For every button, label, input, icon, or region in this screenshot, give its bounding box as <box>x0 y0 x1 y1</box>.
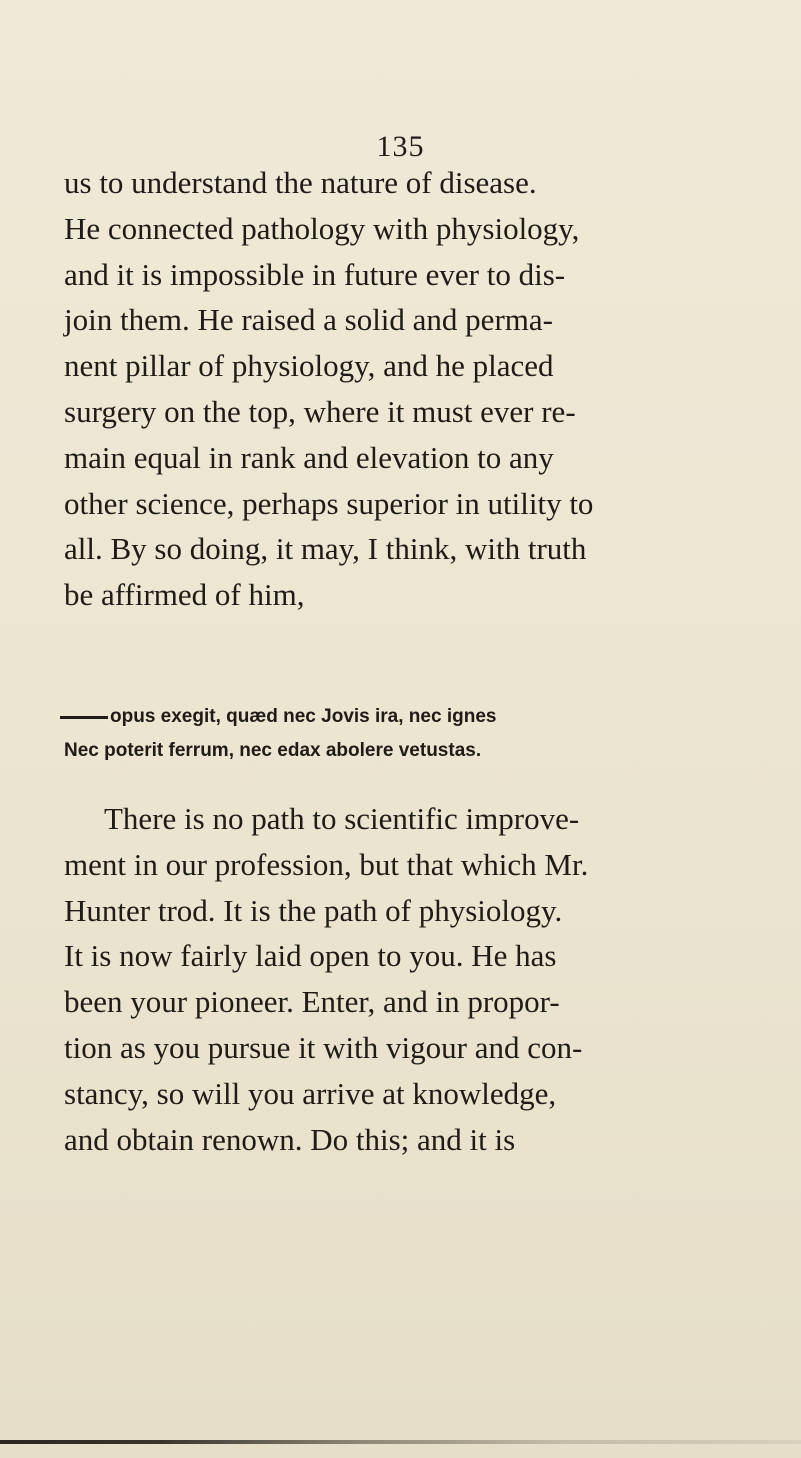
text-line: been your pioneer. Enter, and in propor- <box>64 984 560 1020</box>
quote-line-1 <box>64 700 714 734</box>
paragraph-1 <box>64 160 714 618</box>
text-line: be affirmed of him, <box>64 577 305 613</box>
page-edge-shadow <box>0 1440 801 1444</box>
text-line: and obtain renown. Do this; and it is <box>64 1121 516 1157</box>
text-line: It is now fairly laid open to you. He has <box>64 938 557 974</box>
page-number: 135 <box>376 130 425 163</box>
text-line: Hunter trod. It is the path of physiology. <box>64 892 563 928</box>
text-line: join them. He raised a solid and perma- <box>64 302 553 338</box>
em-dash-rule <box>60 716 108 719</box>
paragraph-2 <box>64 796 714 1162</box>
text-line: There is no path to scientific improve- <box>104 801 580 836</box>
text-line: stancy, so will you arrive at knowledge, <box>64 1075 557 1111</box>
text-line: surgery on the top, where it must ever re- <box>64 393 576 429</box>
text-line: us to understand the nature of disease. <box>64 165 537 200</box>
latin-quotation <box>64 700 714 768</box>
text-line: tion as you pursue it with vigour and con- <box>64 1029 583 1065</box>
text-line: main equal in rank and elevation to any <box>64 439 554 475</box>
text-line: other science, perhaps superior in utility to <box>64 485 594 521</box>
text-line: nent pillar of physiology, and he placed <box>64 348 554 384</box>
quote-line-2: Nec poterit ferrum, nec edax abolere vetustas. <box>64 740 482 761</box>
text-line: ment in our profession, but that which Mr. <box>64 846 589 882</box>
text-line: He connected pathology with physiology, <box>64 210 580 246</box>
text-line: all. By so doing, it may, I think, with truth <box>64 531 587 567</box>
quote-text: opus exegit, quæd nec Jovis ira, nec ignes <box>110 706 497 727</box>
text-line: and it is impossible in future ever to dis- <box>64 256 566 292</box>
